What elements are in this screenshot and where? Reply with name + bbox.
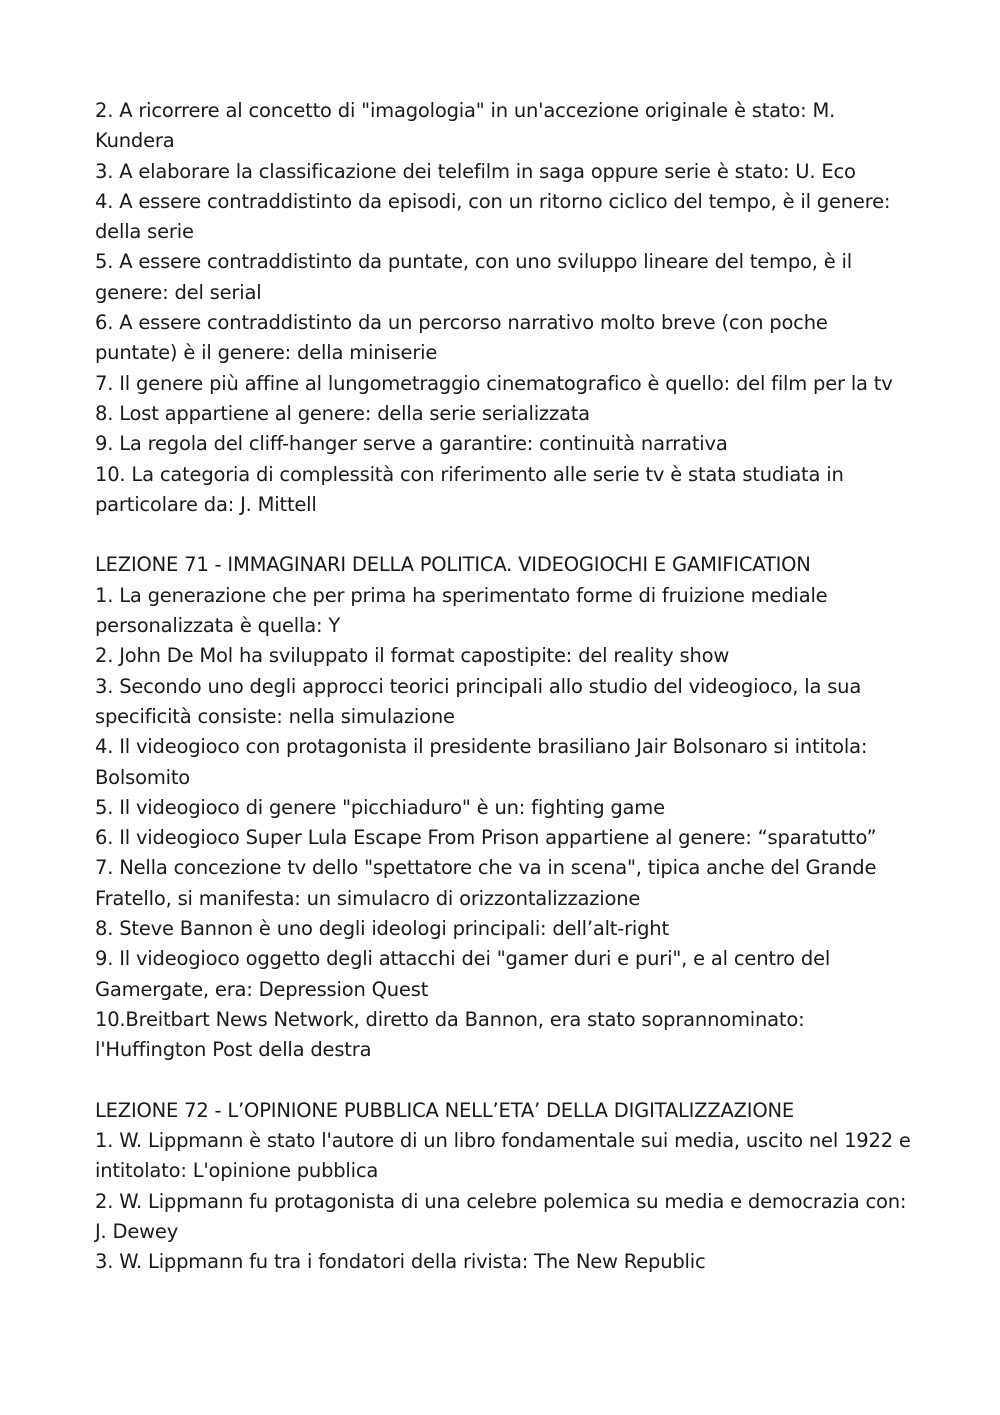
list-item: 4. Il videogioco con protagonista il presidente brasiliano Jair Bolsonaro si intitola: Bolsomito <box>95 735 868 789</box>
section-spacer <box>95 520 915 550</box>
list-item: 10.Breitbart News Network, diretto da Bannon, era stato soprannominato: l'Huffington Post della destra <box>95 1007 805 1062</box>
section-71 <box>95 550 915 1065</box>
document-page <box>95 96 915 1278</box>
list-item: 1. W. Lippmann è stato l'autore di un libro fondamentale sui media, uscito nel 1922 e intitolato: L'opinione pubblica <box>95 1129 911 1183</box>
section-title: LEZIONE 72 - L’OPINIONE PUBBLICA NELL’ETA’ DELLA DIGITALIZZAZIONE <box>95 1098 795 1122</box>
list-item: 3. W. Lippmann fu tra i fondatori della rivista: The New Republic <box>95 1250 706 1274</box>
list-item: 3. A elaborare la classificazione dei telefilm in saga oppure serie è stato: U. Eco <box>95 159 856 183</box>
list-item: 2. A ricorrere al concetto di "imagologia" in un'accezione originale è stato: M. Kundera <box>95 99 836 153</box>
list-item: 10. La categoria di complessità con riferimento alle serie tv è stata studiata in particolare da: J. Mittell <box>95 462 844 516</box>
list-item: 6. Il videogioco Super Lula Escape From Prison appartiene al genere: “sparatutto” <box>95 826 877 850</box>
section-70-tail <box>95 96 915 520</box>
list-item: 5. A essere contraddistinto da puntate, con uno sviluppo lineare del tempo, è il genere: del serial <box>95 250 852 304</box>
list-item: 8. Lost appartiene al genere: della serie serializzata <box>95 401 590 425</box>
list-item: 7. Nella concezione tv dello "spettatore che va in scena", tipica anche del Grande Fratello, si manifesta: un simulacro di orizzontalizzazione <box>95 856 877 910</box>
list-item: 8. Steve Bannon è uno degli ideologi principali: dell’alt-right <box>95 917 669 941</box>
list-item: 6. A essere contraddistinto da un percorso narrativo molto breve (con poche puntate) è il genere: della miniserie <box>95 311 828 365</box>
list-item: 9. La regola del cliff-hanger serve a garantire: continuità narrativa <box>95 432 728 456</box>
list-item: 5. Il videogioco di genere "picchiaduro" è un: fighting game <box>95 795 665 819</box>
list-item: 3. Secondo uno degli approcci teorici principali allo studio del videogioco, la sua specificità consiste: nella simulazione <box>95 674 862 728</box>
list-item: 2. W. Lippmann fu protagonista di una celebre polemica su media e democrazia con: J. Dewey <box>95 1189 907 1243</box>
list-item: 9. Il videogioco oggetto degli attacchi dei "gamer duri e puri", e al centro del Gamergate, era: Depression Quest <box>95 947 831 1001</box>
list-item: 4. A essere contraddistinto da episodi, con un ritorno ciclico del tempo, è il genere: della serie <box>95 189 891 244</box>
section-spacer <box>95 1066 915 1096</box>
list-item: 7. Il genere più affine al lungometraggio cinematografico è quello: del film per la tv <box>95 371 893 395</box>
section-72 <box>95 1096 915 1278</box>
section-title: LEZIONE 71 - IMMAGINARI DELLA POLITICA. VIDEOGIOCHI E GAMIFICATION <box>95 553 811 577</box>
list-item: 1. La generazione che per prima ha sperimentato forme di fruizione mediale personalizzata è quella: Y <box>95 583 828 638</box>
list-item: 2. John De Mol ha sviluppato il format capostipite: del reality show <box>95 644 730 668</box>
